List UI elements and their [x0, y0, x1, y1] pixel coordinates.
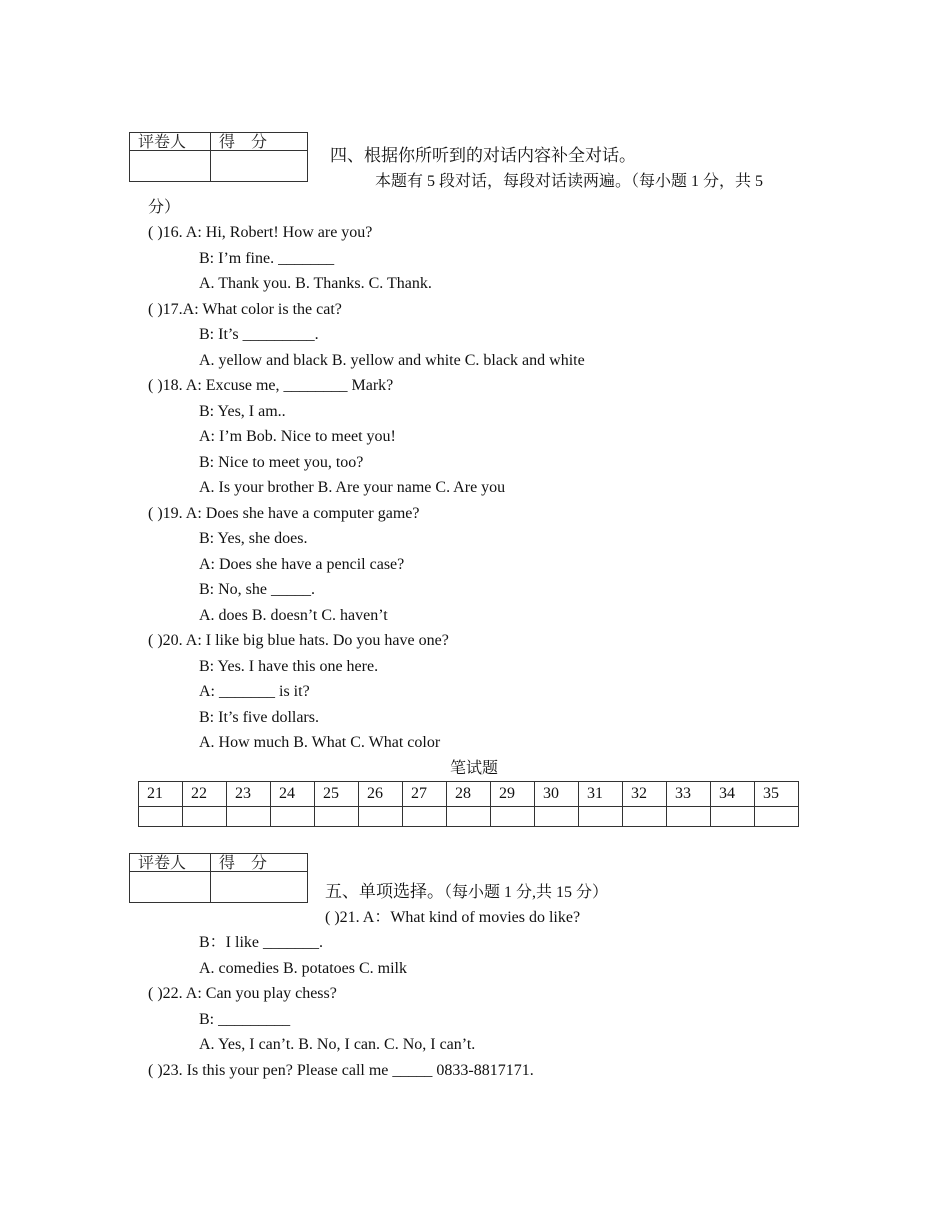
answer-number: 29	[491, 782, 535, 807]
score-label: 得 分	[211, 133, 308, 151]
answer-cell	[755, 807, 799, 827]
question-22: ( )22. A: Can you play chess?	[148, 985, 337, 1002]
answer-cell	[315, 807, 359, 827]
question-16: ( )16. A: Hi, Robert! How are you?	[148, 224, 373, 241]
answer-options: A. How much B. What C. What color	[199, 734, 441, 751]
answer-cell	[139, 807, 183, 827]
answer-options: A. Is your brother B. Are your name C. Are you	[199, 479, 506, 496]
answer-number: 22	[183, 782, 227, 807]
dialogue-line: B: Nice to meet you, too?	[199, 454, 364, 471]
question-19: ( )19. A: Does she have a computer game?	[148, 505, 420, 522]
score-cell	[211, 872, 308, 903]
answer-number: 27	[403, 782, 447, 807]
answer-number: 34	[711, 782, 755, 807]
answer-cell	[623, 807, 667, 827]
answer-number: 23	[227, 782, 271, 807]
question-23: ( )23. Is this your pen? Please call me _____ 0833-8817171.	[148, 1062, 534, 1079]
dialogue-line: B: It’s five dollars.	[199, 709, 319, 726]
answer-number: 33	[667, 782, 711, 807]
dialogue-line: B: Yes, I am..	[199, 403, 286, 420]
section-5-heading	[325, 882, 608, 903]
answer-number: 25	[315, 782, 359, 807]
section-4-instruction-cont: 分）	[148, 199, 181, 216]
score-box	[129, 853, 308, 903]
answer-grid	[138, 781, 799, 827]
answer-options: A. comedies B. potatoes C. milk	[199, 960, 407, 977]
question-17: ( )17.A: What color is the cat?	[148, 301, 342, 318]
answer-number: 31	[579, 782, 623, 807]
written-test-title: 笔试题	[450, 760, 499, 777]
score-label: 得 分	[211, 854, 308, 872]
section-5-instruction: （每小题 1 分,共 15 分）	[444, 884, 609, 901]
section-4-instruction: 本题有 5 段对话，每段对话读两遍。（每小题 1 分，共 5	[375, 173, 764, 190]
answer-number: 30	[535, 782, 579, 807]
dialogue-line: B: No, she _____.	[199, 581, 315, 598]
reviewer-label: 评卷人	[130, 133, 211, 151]
answer-cell	[403, 807, 447, 827]
answer-number: 21	[139, 782, 183, 807]
answer-options: A. does B. doesn’t C. haven’t	[199, 607, 388, 624]
score-cell	[211, 151, 308, 182]
dialogue-line: A: Does she have a pencil case?	[199, 556, 405, 573]
question-20: ( )20. A: I like big blue hats. Do you have one?	[148, 632, 449, 649]
answer-cell	[227, 807, 271, 827]
answer-number: 28	[447, 782, 491, 807]
answer-number: 35	[755, 782, 799, 807]
dialogue-line: A: _______ is it?	[199, 683, 310, 700]
reviewer-cell	[130, 151, 211, 182]
answer-cell	[667, 807, 711, 827]
dialogue-line: B: Yes. I have this one here.	[199, 658, 379, 675]
answer-number: 32	[623, 782, 667, 807]
answer-cell	[579, 807, 623, 827]
dialogue-line: B: It’s _________.	[199, 326, 319, 343]
answer-number: 24	[271, 782, 315, 807]
answer-cell	[711, 807, 755, 827]
answer-cell	[359, 807, 403, 827]
answer-options: A. Thank you. B. Thanks. C. Thank.	[199, 275, 432, 292]
answer-options: A. yellow and black B. yellow and white C. black and white	[199, 352, 585, 369]
section-5-title: 五、单项选择。	[325, 882, 444, 902]
answer-cell	[183, 807, 227, 827]
answer-cell	[535, 807, 579, 827]
dialogue-line: B：I like _______.	[199, 934, 323, 951]
dialogue-line: B: I’m fine. _______	[199, 250, 335, 267]
dialogue-line: B: _________	[199, 1011, 291, 1028]
dialogue-line: A: I’m Bob. Nice to meet you!	[199, 428, 396, 445]
answer-cell	[271, 807, 315, 827]
question-21: ( )21. A：What kind of movies do like?	[325, 909, 581, 926]
answer-cell	[447, 807, 491, 827]
reviewer-cell	[130, 872, 211, 903]
answer-number: 26	[359, 782, 403, 807]
dialogue-line: B: Yes, she does.	[199, 530, 308, 547]
answer-cell	[491, 807, 535, 827]
reviewer-label: 评卷人	[130, 854, 211, 872]
question-18: ( )18. A: Excuse me, ________ Mark?	[148, 377, 394, 394]
section-4-title: 四、根据你所听到的对话内容补全对话。	[330, 146, 636, 166]
score-box	[129, 132, 308, 182]
answer-options: A. Yes, I can’t. B. No, I can. C. No, I can’t.	[199, 1036, 476, 1053]
